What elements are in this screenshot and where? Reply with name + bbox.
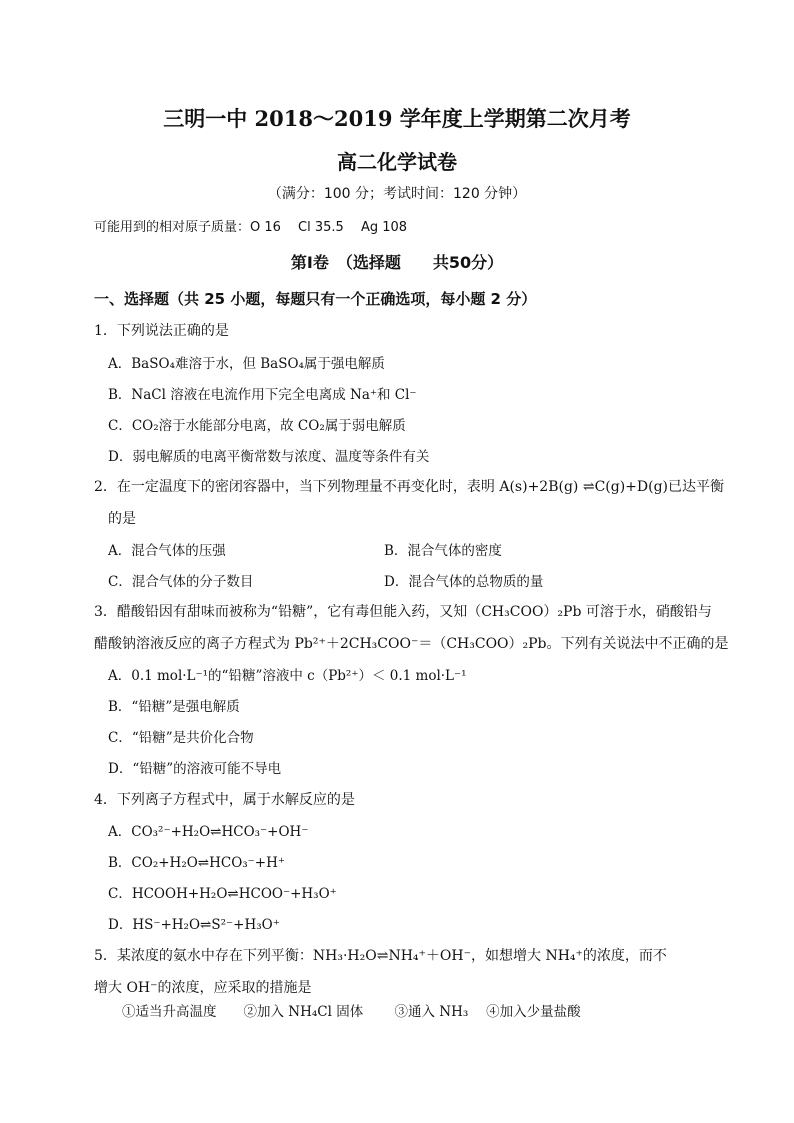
question-2-option-a: A．混合气体的压强	[108, 543, 226, 559]
question-3-option-b: B．“铅糖”是强电解质	[108, 699, 240, 715]
question-4-option-d: D．HS⁻+H₂O⇌S²⁻+H₃O⁺	[108, 917, 280, 933]
question-3-option-d: D．“铅糖”的溶液可能不导电	[108, 761, 282, 777]
question-5-stem: 5．某浓度的氨水中存在下列平衡：NH₃·H₂O⇌NH₄⁺＋OH⁻，如想增大 NH₄⁺的浓度，而不	[94, 948, 667, 964]
question-1-option-d: D．弱电解质的电离平衡常数与浓度、温度等条件有关	[108, 449, 430, 465]
atomic-masses: 可能用到的相对原子质量：O 16 Cl 35.5 Ag 108	[94, 220, 408, 235]
question-1-option-b: B．NaCl 溶液在电流作用下完全电离成 Na⁺和 Cl⁻	[108, 387, 417, 403]
question-5-options: ①适当升高温度 ②加入 NH₄Cl 固体 ③通入 NH₃ ④加入少量盐酸	[122, 1004, 581, 1020]
exam-note: （满分：100 分；考试时间：120 分钟）	[267, 186, 527, 202]
exam-subtitle: 高二化学试卷	[337, 150, 457, 174]
question-4-option-a: A．CO₃²⁻+H₂O⇌HCO₃⁻+OH⁻	[108, 824, 309, 840]
exam-title: 三明一中 2018～2019 学年度上学期第二次月考	[163, 106, 631, 131]
question-3-option-a: A．0.1 mol·L⁻¹的“铅糖”溶液中 c（Pb²⁺）＜ 0.1 mol·L⁻¹	[108, 668, 467, 684]
question-3-stem-cont: 醋酸钠溶液反应的离子方程式为 Pb²⁺＋2CH₃COO⁻＝（CH₃COO）₂Pb。下列有关说法中不正确的是	[94, 636, 729, 652]
section-title: 一、选择题（共 25 小题，每题只有一个正确选项，每小题 2 分）	[94, 290, 537, 308]
question-3-stem: 3．醋酸铅因有甜味而被称为“铅糖”，它有毒但能入药，又知（CH₃COO）₂Pb 可溶于水，硝酸铅与	[94, 604, 712, 620]
question-2-option-d: D．混合气体的总物质的量	[384, 574, 544, 590]
question-2-option-b: B．混合气体的密度	[384, 543, 502, 559]
question-2-stem: 2．在一定温度下的密闭容器中，当下列物理量不再变化时，表明 A(s)+2B(g) ⇌C(g)+D(g)已达平衡	[94, 479, 725, 495]
volume-title: 第Ⅰ卷 （选择题 共50分）	[290, 253, 504, 272]
question-1-option-c: C．CO₂溶于水能部分电离，故 CO₂属于弱电解质	[108, 418, 406, 434]
question-4-stem: 4．下列离子方程式中，属于水解反应的是	[94, 792, 355, 808]
question-1-stem: 1．下列说法正确的是	[94, 323, 229, 339]
question-5-stem-cont: 增大 OH⁻的浓度，应采取的措施是	[94, 980, 312, 996]
question-4-option-b: B．CO₂+H₂O⇌HCO₃⁻+H⁺	[108, 855, 286, 871]
question-1-option-a: A．BaSO₄难溶于水，但 BaSO₄属于强电解质	[108, 356, 385, 372]
question-2-stem-cont: 的是	[108, 511, 136, 527]
question-4-option-c: C．HCOOH+H₂O⇌HCOO⁻+H₃O⁺	[108, 886, 337, 902]
question-2-option-c: C．混合气体的分子数目	[108, 574, 254, 590]
question-3-option-c: C．“铅糖”是共价化合物	[108, 730, 254, 746]
